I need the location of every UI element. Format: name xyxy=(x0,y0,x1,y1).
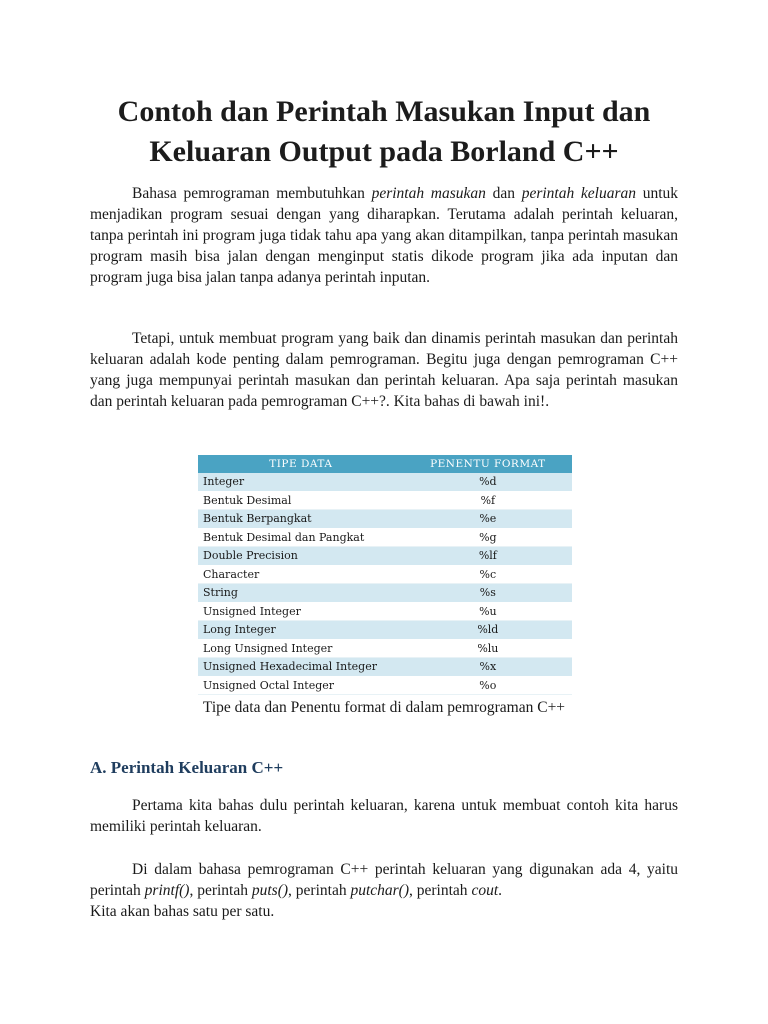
cell-tipe-data: Unsigned Octal Integer xyxy=(198,676,404,695)
section-heading: A. Perintah Keluaran C++ xyxy=(90,758,284,777)
cell-penentu-format: %s xyxy=(404,584,572,603)
cell-penentu-format: %o xyxy=(404,676,572,695)
para4-text-e: . xyxy=(498,882,502,899)
table-caption: Tipe data dan Penentu format di dalam pemrograman C++ xyxy=(202,699,566,716)
para1-text-c: untuk menjadikan program sesuai dengan yang diharapkan. Terutama adalah perintah keluaran, tanpa perintah ini program juga tidak tahu apa yang akan ditampilkan, tanpa perintah masukan program masih bisa jalan dengan menginput statis dikode program jika ada inputan dan program juga bisa jalan tanpa adanya perintah inputan. xyxy=(90,185,678,286)
table-row xyxy=(198,602,572,621)
title-line-1: Contoh dan Perintah Masukan Input dan xyxy=(117,95,651,128)
page-title xyxy=(80,92,688,172)
para4-puts: puts() xyxy=(251,882,289,899)
para4-printf: printf() xyxy=(144,882,190,899)
para4-text-c: , perintah xyxy=(288,882,351,899)
cell-penentu-format: %lf xyxy=(404,547,572,566)
cell-tipe-data: Unsigned Hexadecimal Integer xyxy=(198,658,404,677)
paragraph-second: Tetapi, untuk membuat program yang baik dan dinamis perintah masukan dan perintah keluaran adalah kode penting dalam pemrograman. Begitu juga dengan pemrograman C++ yang juga mempunyai perintah masukan dan perintah keluaran. Apa saja perintah masukan dan perintah keluaran pada pemrograman C++?. Kita bahas di bawah ini!. xyxy=(90,330,678,410)
para4-cout: cout xyxy=(471,882,499,899)
cell-tipe-data: Bentuk Desimal dan Pangkat xyxy=(198,528,404,547)
cell-penentu-format: %u xyxy=(404,602,572,621)
paragraph-intro xyxy=(90,183,678,288)
para1-emphasis-keluaran: perintah keluaran xyxy=(521,185,636,202)
table-row xyxy=(198,565,572,584)
cell-tipe-data: Double Precision xyxy=(198,547,404,566)
cell-tipe-data: Bentuk Desimal xyxy=(198,491,404,510)
table-row xyxy=(198,510,572,529)
cell-penentu-format: %lu xyxy=(404,639,572,658)
para4-text-b: , perintah xyxy=(189,882,252,899)
para4-text-a: Di dalam bahasa pemrograman C++ perintah keluaran yang digunakan ada 4, yaitu perintah xyxy=(90,861,678,899)
para1-emphasis-masukan: perintah masukan xyxy=(371,185,486,202)
cell-tipe-data: Integer xyxy=(198,473,404,491)
para4-text-d: , perintah xyxy=(409,882,472,899)
table-row xyxy=(198,528,572,547)
cell-penentu-format: %f xyxy=(404,491,572,510)
table-row xyxy=(198,621,572,640)
table-row xyxy=(198,547,572,566)
table-row xyxy=(198,639,572,658)
para1-text-b: dan xyxy=(485,185,522,202)
table-row xyxy=(198,676,572,695)
header-tipe-data: TIPE DATA xyxy=(198,455,404,473)
table-row xyxy=(198,658,572,677)
header-penentu-format: PENENTU FORMAT xyxy=(404,455,572,473)
cell-penentu-format: %d xyxy=(404,473,572,491)
cell-tipe-data: Long Unsigned Integer xyxy=(198,639,404,658)
cell-tipe-data: Long Integer xyxy=(198,621,404,640)
cell-tipe-data: Character xyxy=(198,565,404,584)
table-row xyxy=(198,584,572,603)
title-line-2: Keluaran Output pada Borland C++ xyxy=(149,135,619,168)
paragraph-third: Pertama kita bahas dulu perintah keluaran, karena untuk membuat contoh kita harus memiliki perintah keluaran. xyxy=(90,797,678,835)
cell-penentu-format: %c xyxy=(404,565,572,584)
cell-tipe-data: String xyxy=(198,584,404,603)
paragraph-fourth xyxy=(90,859,678,901)
cell-penentu-format: %ld xyxy=(404,621,572,640)
paragraph-last: Kita akan bahas satu per satu. xyxy=(90,903,275,920)
table-row xyxy=(198,491,572,510)
cell-penentu-format: %g xyxy=(404,528,572,547)
cell-penentu-format: %e xyxy=(404,510,572,529)
para1-text-a: Bahasa pemrograman membutuhkan xyxy=(132,185,372,202)
table-row xyxy=(198,473,572,491)
format-specifier-table xyxy=(198,455,572,695)
table-header-row xyxy=(198,455,572,473)
cell-tipe-data: Unsigned Integer xyxy=(198,602,404,621)
cell-tipe-data: Bentuk Berpangkat xyxy=(198,510,404,529)
para4-putchar: putchar() xyxy=(350,882,410,899)
cell-penentu-format: %x xyxy=(404,658,572,677)
